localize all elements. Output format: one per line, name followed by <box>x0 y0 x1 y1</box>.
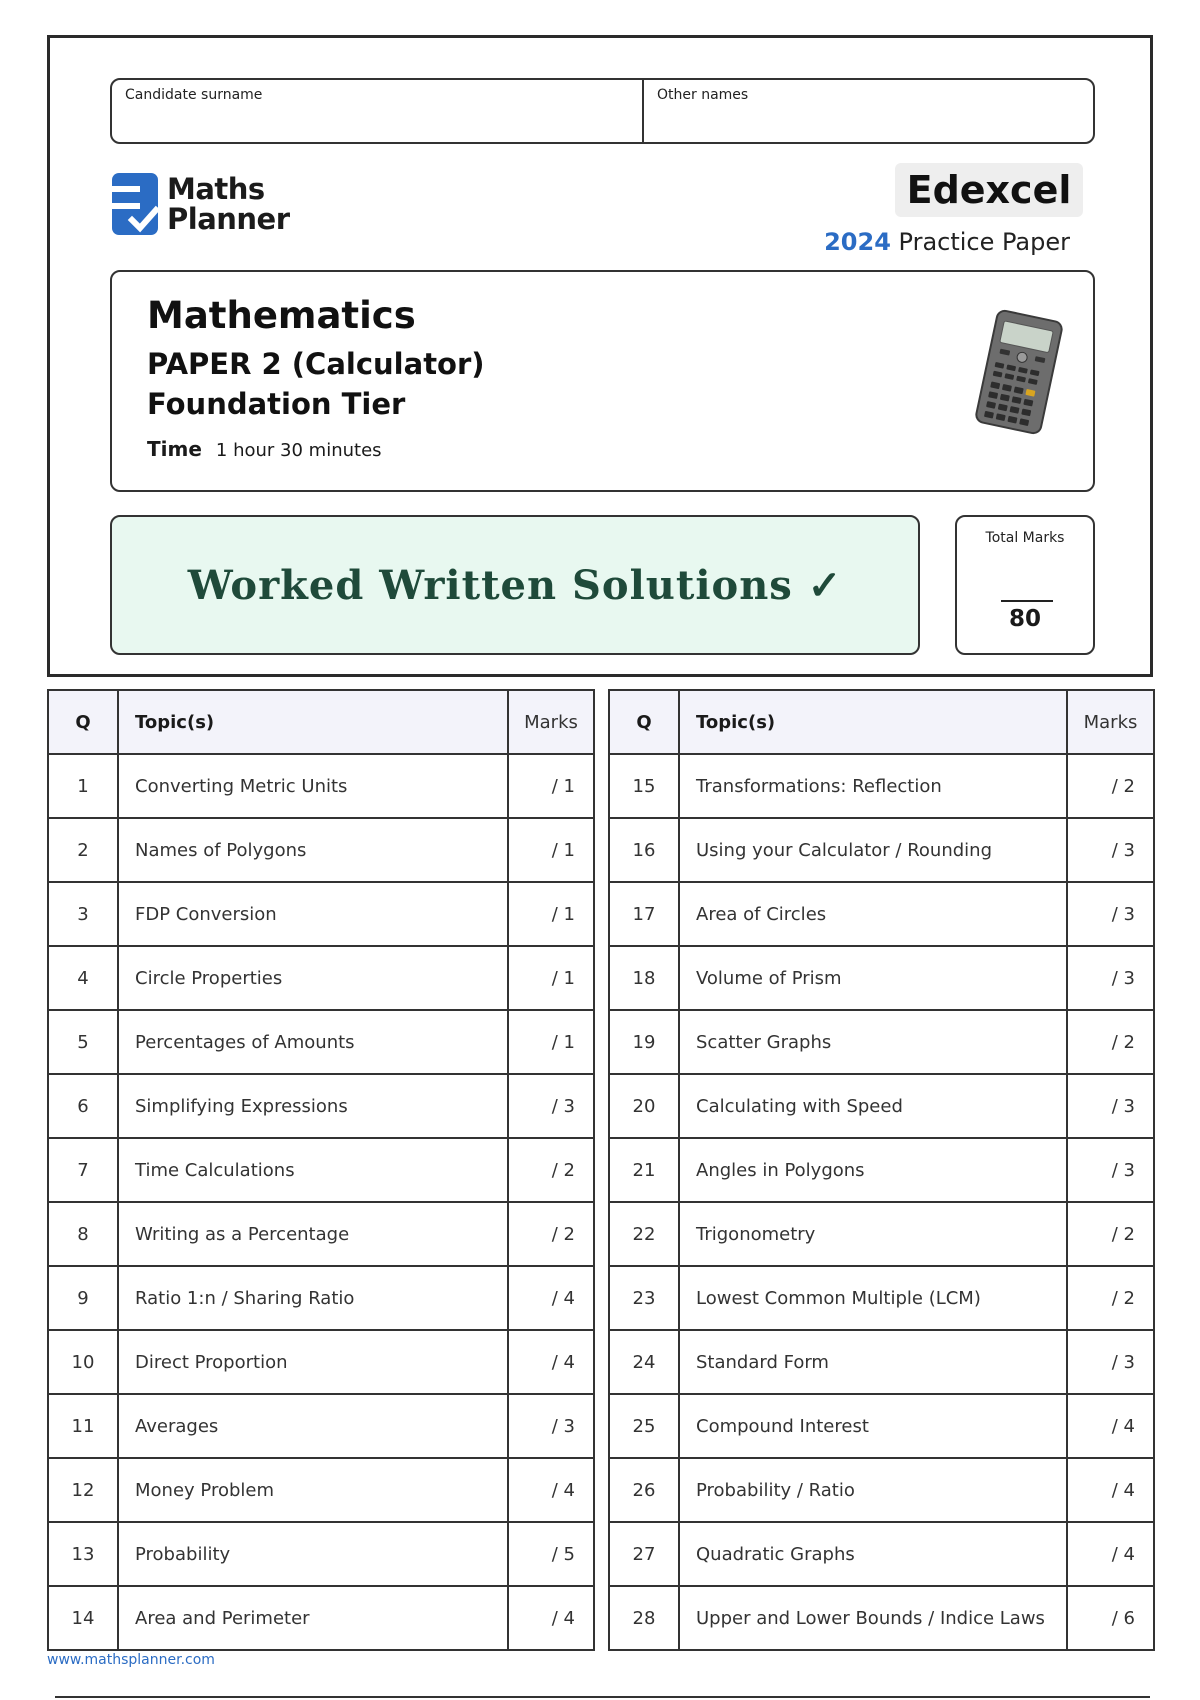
table-row <box>48 1458 594 1522</box>
table-row <box>609 1330 1154 1394</box>
total-marks-value: 80 <box>1008 606 1041 632</box>
table-header-row <box>609 690 1154 754</box>
question-number: 11 <box>48 1394 118 1458</box>
question-number: 12 <box>48 1458 118 1522</box>
question-topic: Probability / Ratio <box>679 1458 1067 1522</box>
question-topic: Quadratic Graphs <box>679 1522 1067 1586</box>
table-row <box>48 754 594 818</box>
question-topic: Transformations: Reflection <box>679 754 1067 818</box>
question-marks: / 1 <box>508 754 594 818</box>
question-topic: FDP Conversion <box>118 882 508 946</box>
table-row <box>609 1010 1154 1074</box>
question-marks: / 3 <box>1067 818 1154 882</box>
question-number: 8 <box>48 1202 118 1266</box>
question-marks: / 1 <box>508 1010 594 1074</box>
question-number: 6 <box>48 1074 118 1138</box>
question-topic: Trigonometry <box>679 1202 1067 1266</box>
table-row <box>48 1586 594 1650</box>
question-number: 4 <box>48 946 118 1010</box>
calculator-icon <box>974 307 1064 437</box>
question-marks: / 3 <box>1067 1138 1154 1202</box>
website-link[interactable]: www.mathsplanner.com <box>47 1652 215 1668</box>
bottom-rule <box>55 1696 1150 1698</box>
question-marks: / 6 <box>1067 1586 1154 1650</box>
time-allowed <box>147 437 382 461</box>
question-number: 25 <box>609 1394 679 1458</box>
total-marks-label: Total Marks <box>985 530 1065 546</box>
paper-title-box <box>110 270 1095 492</box>
table-row <box>609 1138 1154 1202</box>
question-number: 1 <box>48 754 118 818</box>
question-marks: / 4 <box>508 1330 594 1394</box>
table-row <box>48 1010 594 1074</box>
paper-year: 2024 <box>824 228 891 256</box>
tier-name: Foundation Tier <box>147 387 406 421</box>
question-marks: / 2 <box>1067 1202 1154 1266</box>
question-topic: Time Calculations <box>118 1138 508 1202</box>
question-number: 10 <box>48 1330 118 1394</box>
logo-mark-icon <box>112 173 158 235</box>
question-number: 27 <box>609 1522 679 1586</box>
question-topic: Upper and Lower Bounds / Indice Laws <box>679 1586 1067 1650</box>
table-row <box>48 946 594 1010</box>
question-number: 13 <box>48 1522 118 1586</box>
table-row <box>48 1266 594 1330</box>
header-marks: Marks <box>1067 690 1154 754</box>
total-marks-divider <box>1001 600 1053 602</box>
table-row <box>609 1074 1154 1138</box>
question-number: 28 <box>609 1586 679 1650</box>
question-topic: Angles in Polygons <box>679 1138 1067 1202</box>
header-q: Q <box>48 690 118 754</box>
table-row <box>48 818 594 882</box>
question-number: 22 <box>609 1202 679 1266</box>
question-number: 9 <box>48 1266 118 1330</box>
question-marks: / 2 <box>1067 1266 1154 1330</box>
question-topic: Area and Perimeter <box>118 1586 508 1650</box>
table-row <box>609 818 1154 882</box>
exam-board-badge: Edexcel <box>895 163 1083 217</box>
question-topic: Compound Interest <box>679 1394 1067 1458</box>
table-row <box>48 1330 594 1394</box>
question-number: 16 <box>609 818 679 882</box>
header-marks: Marks <box>508 690 594 754</box>
question-number: 18 <box>609 946 679 1010</box>
table-row <box>48 882 594 946</box>
question-number: 19 <box>609 1010 679 1074</box>
cover-page <box>47 35 1153 677</box>
question-number: 15 <box>609 754 679 818</box>
question-topic: Money Problem <box>118 1458 508 1522</box>
question-marks: / 4 <box>508 1458 594 1522</box>
subject-title: Mathematics <box>147 294 416 337</box>
question-number: 20 <box>609 1074 679 1138</box>
question-topic: Percentages of Amounts <box>118 1010 508 1074</box>
question-topic: Lowest Common Multiple (LCM) <box>679 1266 1067 1330</box>
question-marks: / 2 <box>508 1138 594 1202</box>
other-names-field[interactable] <box>644 80 1093 142</box>
question-number: 5 <box>48 1010 118 1074</box>
question-topic: Using your Calculator / Rounding <box>679 818 1067 882</box>
question-marks: / 5 <box>508 1522 594 1586</box>
table-row <box>48 1522 594 1586</box>
table-row <box>609 1586 1154 1650</box>
worked-solutions-text: Worked Written Solutions ✓ <box>187 561 843 609</box>
question-marks: / 3 <box>1067 946 1154 1010</box>
question-topic: Names of Polygons <box>118 818 508 882</box>
other-names-label: Other names <box>657 87 749 103</box>
table-row <box>48 1074 594 1138</box>
question-marks: / 3 <box>1067 1330 1154 1394</box>
question-topic: Averages <box>118 1394 508 1458</box>
candidate-surname-field[interactable] <box>112 80 644 142</box>
paper-name: PAPER 2 (Calculator) <box>147 347 485 381</box>
header-topic: Topic(s) <box>679 690 1067 754</box>
question-marks: / 1 <box>508 946 594 1010</box>
table-row <box>609 754 1154 818</box>
table-row <box>48 1138 594 1202</box>
question-marks: / 3 <box>508 1394 594 1458</box>
maths-planner-logo <box>112 173 290 235</box>
question-number: 2 <box>48 818 118 882</box>
question-topic: Area of Circles <box>679 882 1067 946</box>
question-topic: Standard Form <box>679 1330 1067 1394</box>
table-row <box>609 946 1154 1010</box>
table-row <box>609 1202 1154 1266</box>
question-topic: Probability <box>118 1522 508 1586</box>
question-marks: / 4 <box>508 1266 594 1330</box>
question-marks: / 3 <box>508 1074 594 1138</box>
table-row <box>48 1202 594 1266</box>
question-table-left <box>47 689 595 1651</box>
question-number: 7 <box>48 1138 118 1202</box>
question-number: 17 <box>609 882 679 946</box>
question-number: 23 <box>609 1266 679 1330</box>
header-q: Q <box>609 690 679 754</box>
table-row <box>48 1394 594 1458</box>
table-row <box>609 882 1154 946</box>
table-row <box>609 1522 1154 1586</box>
worked-solutions-banner <box>110 515 920 655</box>
question-number: 26 <box>609 1458 679 1522</box>
practice-paper-label <box>824 228 1070 256</box>
table-header-row <box>48 690 594 754</box>
table-row <box>609 1458 1154 1522</box>
time-value: 1 hour 30 minutes <box>215 440 382 461</box>
logo-line-2: Planner <box>167 202 290 236</box>
question-topic: Volume of Prism <box>679 946 1067 1010</box>
question-topic: Ratio 1:n / Sharing Ratio <box>118 1266 508 1330</box>
logo-line-1: Maths <box>167 172 265 206</box>
question-marks: / 2 <box>1067 754 1154 818</box>
question-number: 21 <box>609 1138 679 1202</box>
question-marks: / 3 <box>1067 882 1154 946</box>
question-topic: Direct Proportion <box>118 1330 508 1394</box>
question-topic: Calculating with Speed <box>679 1074 1067 1138</box>
question-marks: / 4 <box>1067 1458 1154 1522</box>
paper-type: Practice Paper <box>898 228 1070 256</box>
question-topic: Circle Properties <box>118 946 508 1010</box>
question-marks: / 1 <box>508 818 594 882</box>
question-number: 3 <box>48 882 118 946</box>
question-marks: / 2 <box>1067 1010 1154 1074</box>
question-topic: Writing as a Percentage <box>118 1202 508 1266</box>
question-number: 24 <box>609 1330 679 1394</box>
question-topic: Scatter Graphs <box>679 1010 1067 1074</box>
question-marks: / 4 <box>1067 1522 1154 1586</box>
table-row <box>609 1266 1154 1330</box>
question-table-right <box>608 689 1155 1651</box>
question-marks: / 3 <box>1067 1074 1154 1138</box>
candidate-surname-label: Candidate surname <box>125 87 263 103</box>
time-label: Time <box>147 437 202 461</box>
candidate-name-box <box>110 78 1095 144</box>
question-marks: / 4 <box>508 1586 594 1650</box>
question-number: 14 <box>48 1586 118 1650</box>
logo-wordmark <box>167 174 290 234</box>
question-marks: / 2 <box>508 1202 594 1266</box>
total-marks-box <box>955 515 1095 655</box>
question-marks: / 1 <box>508 882 594 946</box>
question-topic: Converting Metric Units <box>118 754 508 818</box>
header-topic: Topic(s) <box>118 690 508 754</box>
question-marks: / 4 <box>1067 1394 1154 1458</box>
question-topic: Simplifying Expressions <box>118 1074 508 1138</box>
table-row <box>609 1394 1154 1458</box>
